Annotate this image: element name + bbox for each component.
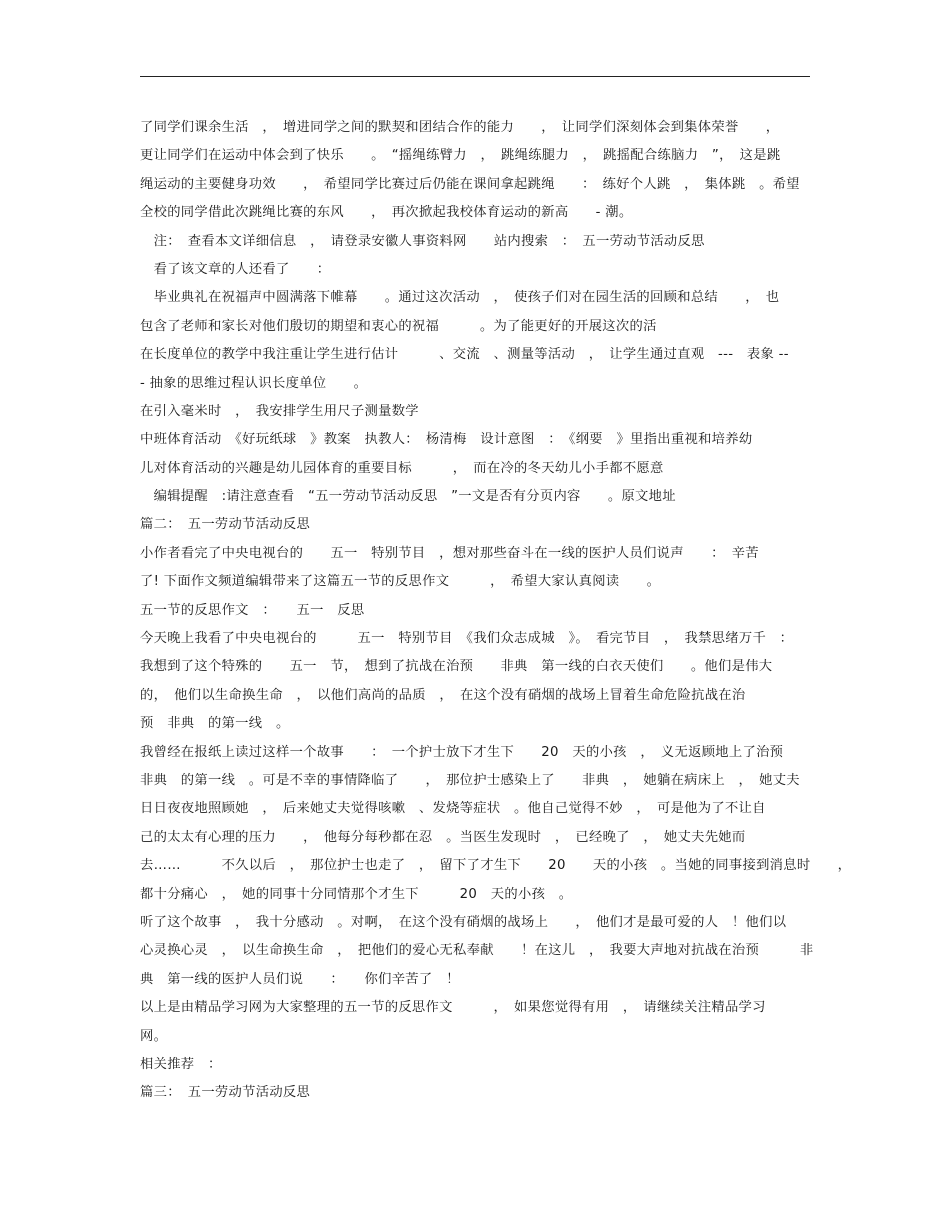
note-line: 注： 查看本文详细信息 ， 请登录安徽人事资料网 站内搜索 ： 五一劳动节活动反思	[140, 233, 705, 249]
text-line: 己的太太有心理的压力 ， 他每分每秒都在忍 。当医生发现时 ， 已经晚了 ， 她丈夫先她而	[140, 829, 746, 845]
text-line: 今天晚上我看了中央电视台的 五一 特别节目 《我们众志成城 》。 看完节目 ， 我禁思绪万千 ：	[140, 631, 794, 647]
text-line: 非典 的第一线 。可是不幸的事情降临了 ， 那位护士感染上了 非典 ， 她躺在病床上 ， 她丈夫	[140, 772, 800, 788]
text-line: 我曾经在报纸上读过这样一个故事 ： 一个护士放下才生下 20 天的小孩 ， 义无返顾地上了治预	[140, 744, 784, 760]
text-line: 毕业典礼在祝福声中圆满落下帷幕 。通过这次活动 ， 使孩子们对在园生活的回顾和总结 ， 也	[140, 290, 780, 306]
text-line: 绳运动的主要健身功效 ， 希望同学比赛过后仍能在课间拿起跳绳 ： 练好个人跳 ， 集体跳 。希望	[140, 176, 800, 192]
header-rule	[140, 76, 810, 77]
section-heading: 篇三： 五一劳动节活动反思	[140, 1085, 311, 1101]
text-line: 全校的同学借此次跳绳比赛的东风 ， 再次掀起我校体育运动的新高 - 潮。	[140, 205, 633, 221]
essay-title: 五一节的反思作文 ： 五一 反思	[140, 602, 365, 618]
document-body	[140, 114, 852, 1108]
section-heading: 篇二： 五一劳动节活动反思	[140, 517, 311, 533]
text-line: 的， 他们以生命换生命 ， 以他们高尚的品质 ， 在这个没有硝烟的战场上冒着生命危险抗战在治	[140, 687, 746, 703]
text-line: 预 非典 的第一线 。	[140, 716, 290, 732]
text-line: - 抽象的思维过程认识长度单位 。	[140, 375, 368, 391]
text-line: 在长度单位的教学中我注重让学生进行估计 、交流 、测量等活动 ， 让学生通过直观 --- 表象 --	[140, 347, 789, 363]
text-line: 我想到了这个特殊的 五一 节， 想到了抗战在治预 非典 第一线的白衣天使们 。他们是伟大	[140, 659, 773, 675]
text-line: 心灵换心灵 ， 以生命换生命 ， 把他们的爱心无私奉献 ！在这儿 ， 我要大声地对抗战在治预 非	[140, 943, 814, 959]
text-line: 以上是由精品学习网为大家整理的五一节的反思作文 ， 如果您觉得有用 ， 请继续关注精品学习	[140, 1000, 766, 1016]
text-line: 更让同学们在运动中体会到了快乐 。 “摇绳练臂力 ， 跳绳练腿力 ， 跳摇配合练脑力 ”， 这是跳	[140, 148, 781, 164]
editor-note-line: 编辑提醒 :请注意查看 “五一劳动节活动反思 ”一文是否有分页内容 。原文地址	[140, 489, 676, 505]
text-line: 了同学们课余生活 ， 增进同学之间的默契和团结合作的能力 ， 让同学们深刻体会到集体荣誉 ，	[140, 120, 780, 135]
text-line: 中班体育活动 《好玩纸球 》教案 执教人： 杨清梅 设计意图 ： 《纲要 》里指出重视和培养幼	[140, 432, 753, 448]
text-line: 包含了老师和家长对他们殷切的期望和衷心的祝福 。为了能更好的开展这次的活	[140, 318, 657, 334]
text-line: 听了这个故事 ， 我十分感动 。对啊， 在这个没有硝烟的战场上 ， 他们才是最可爱的人 ！他们以	[140, 914, 787, 930]
text-line: 去…… 不久以后 ， 那位护士也走了 ， 留下了才生下 20 天的小孩 。当她的同事接到消息时 ，	[140, 858, 852, 874]
text-line: 网。	[140, 1028, 168, 1044]
related-recommend-label: 相关推荐 ：	[140, 1056, 222, 1072]
text-line: 典 第一线的医护人员们说 ： 你们辛苦了 ！	[140, 971, 460, 987]
text-line: 了! 下面作文频道编辑带来了这篇五一节的反思作文 ， 希望大家认真阅读 。	[140, 574, 661, 590]
text-line: 日日夜夜地照顾她 ， 后来她丈夫觉得咳嗽 、发烧等症状 。他自己觉得不妙 ， 可是他为了不让自	[140, 801, 766, 817]
related-heading: 看了该文章的人还看了 ：	[140, 261, 331, 277]
text-line: 都十分痛心 ， 她的同事十分同情那个才生下 20 天的小孩 。	[140, 886, 573, 902]
text-line: 在引入毫米时 ， 我安排学生用尺子测量数学	[140, 403, 419, 419]
text-line: 小作者看完了中央电视台的 五一 特别节目 ，想对那些奋斗在一线的医护人员们说声 ： 辛苦	[140, 545, 759, 561]
text-line: 儿对体育活动的兴趣是幼儿园体育的重要目标 ， 而在冷的冬天幼儿小手都不愿意	[140, 460, 664, 476]
